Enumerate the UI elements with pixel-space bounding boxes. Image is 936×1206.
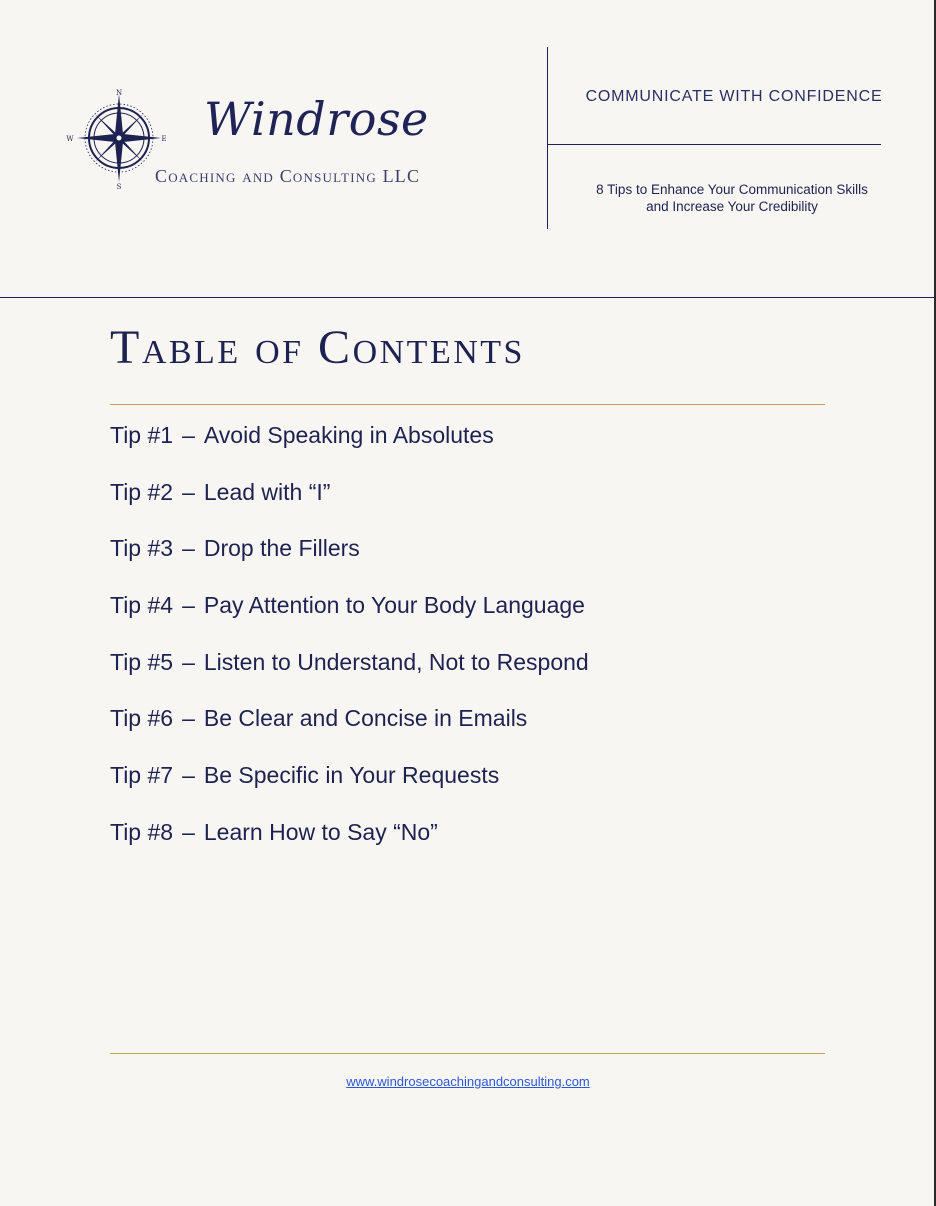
tip-title: Learn How to Say “No” (203, 818, 438, 845)
document-subtitle (570, 181, 894, 215)
toc-bottom-rule (110, 1053, 825, 1054)
toc-top-rule (110, 404, 825, 405)
header-vertical-divider (547, 47, 548, 229)
tip-number: Tip #5 (110, 648, 174, 675)
brand-subtitle: Coaching and Consulting LLC (155, 166, 421, 186)
tip-number: Tip #3 (110, 535, 174, 562)
tip-number: Tip #4 (110, 592, 174, 619)
tip-number: Tip #7 (110, 762, 174, 789)
compass-letter-n: N (115, 89, 123, 97)
tip-title: Be Specific in Your Requests (203, 762, 500, 789)
tip-number: Tip #6 (110, 705, 174, 732)
tip-separator: – (182, 648, 195, 675)
tip-separator: – (182, 422, 195, 448)
toc-item-5[interactable] (110, 649, 589, 706)
tip-title: Pay Attention to Your Body Language (203, 592, 585, 619)
tip-title: Avoid Speaking in Absolutes (203, 422, 494, 448)
section-divider (0, 297, 934, 298)
compass-letter-w: W (66, 135, 74, 143)
compass-letter-s: S (116, 183, 122, 190)
tip-separator: – (182, 818, 195, 845)
subtitle-line-1: 8 Tips to Enhance Your Communication Skills (596, 182, 868, 197)
tip-separator: – (182, 592, 195, 619)
toc-item-7[interactable] (110, 762, 589, 819)
tagline: COMMUNICATE WITH CONFIDENCE (585, 88, 883, 105)
tip-number: Tip #1 (110, 422, 174, 448)
tip-number: Tip #8 (110, 818, 174, 845)
footer (0, 1074, 936, 1089)
brand-name: Windrose (204, 92, 429, 146)
toc-title: Table of Contents (110, 321, 525, 374)
toc-list (110, 422, 589, 876)
compass-letter-e: E (161, 135, 167, 143)
toc-item-1[interactable] (110, 422, 589, 479)
tip-separator: – (182, 762, 195, 789)
tip-separator: – (182, 478, 195, 505)
subtitle-line-2: and Increase Your Credibility (646, 199, 818, 214)
toc-item-3[interactable] (110, 535, 589, 592)
tip-number: Tip #2 (110, 478, 174, 505)
header-horizontal-divider (547, 144, 881, 145)
toc-item-2[interactable] (110, 479, 589, 536)
toc-item-8[interactable] (110, 819, 589, 876)
website-link[interactable]: www.windrosecoachingandconsulting.com (346, 1074, 590, 1089)
toc-item-6[interactable] (110, 705, 589, 762)
tip-title: Be Clear and Concise in Emails (203, 705, 528, 732)
tip-title: Listen to Understand, Not to Respond (203, 648, 589, 675)
tip-title: Drop the Fillers (203, 535, 360, 562)
logo (66, 88, 466, 198)
tip-separator: – (182, 705, 195, 732)
toc-item-4[interactable] (110, 592, 589, 649)
tip-title: Lead with “I” (203, 478, 331, 505)
tip-separator: – (182, 535, 195, 562)
